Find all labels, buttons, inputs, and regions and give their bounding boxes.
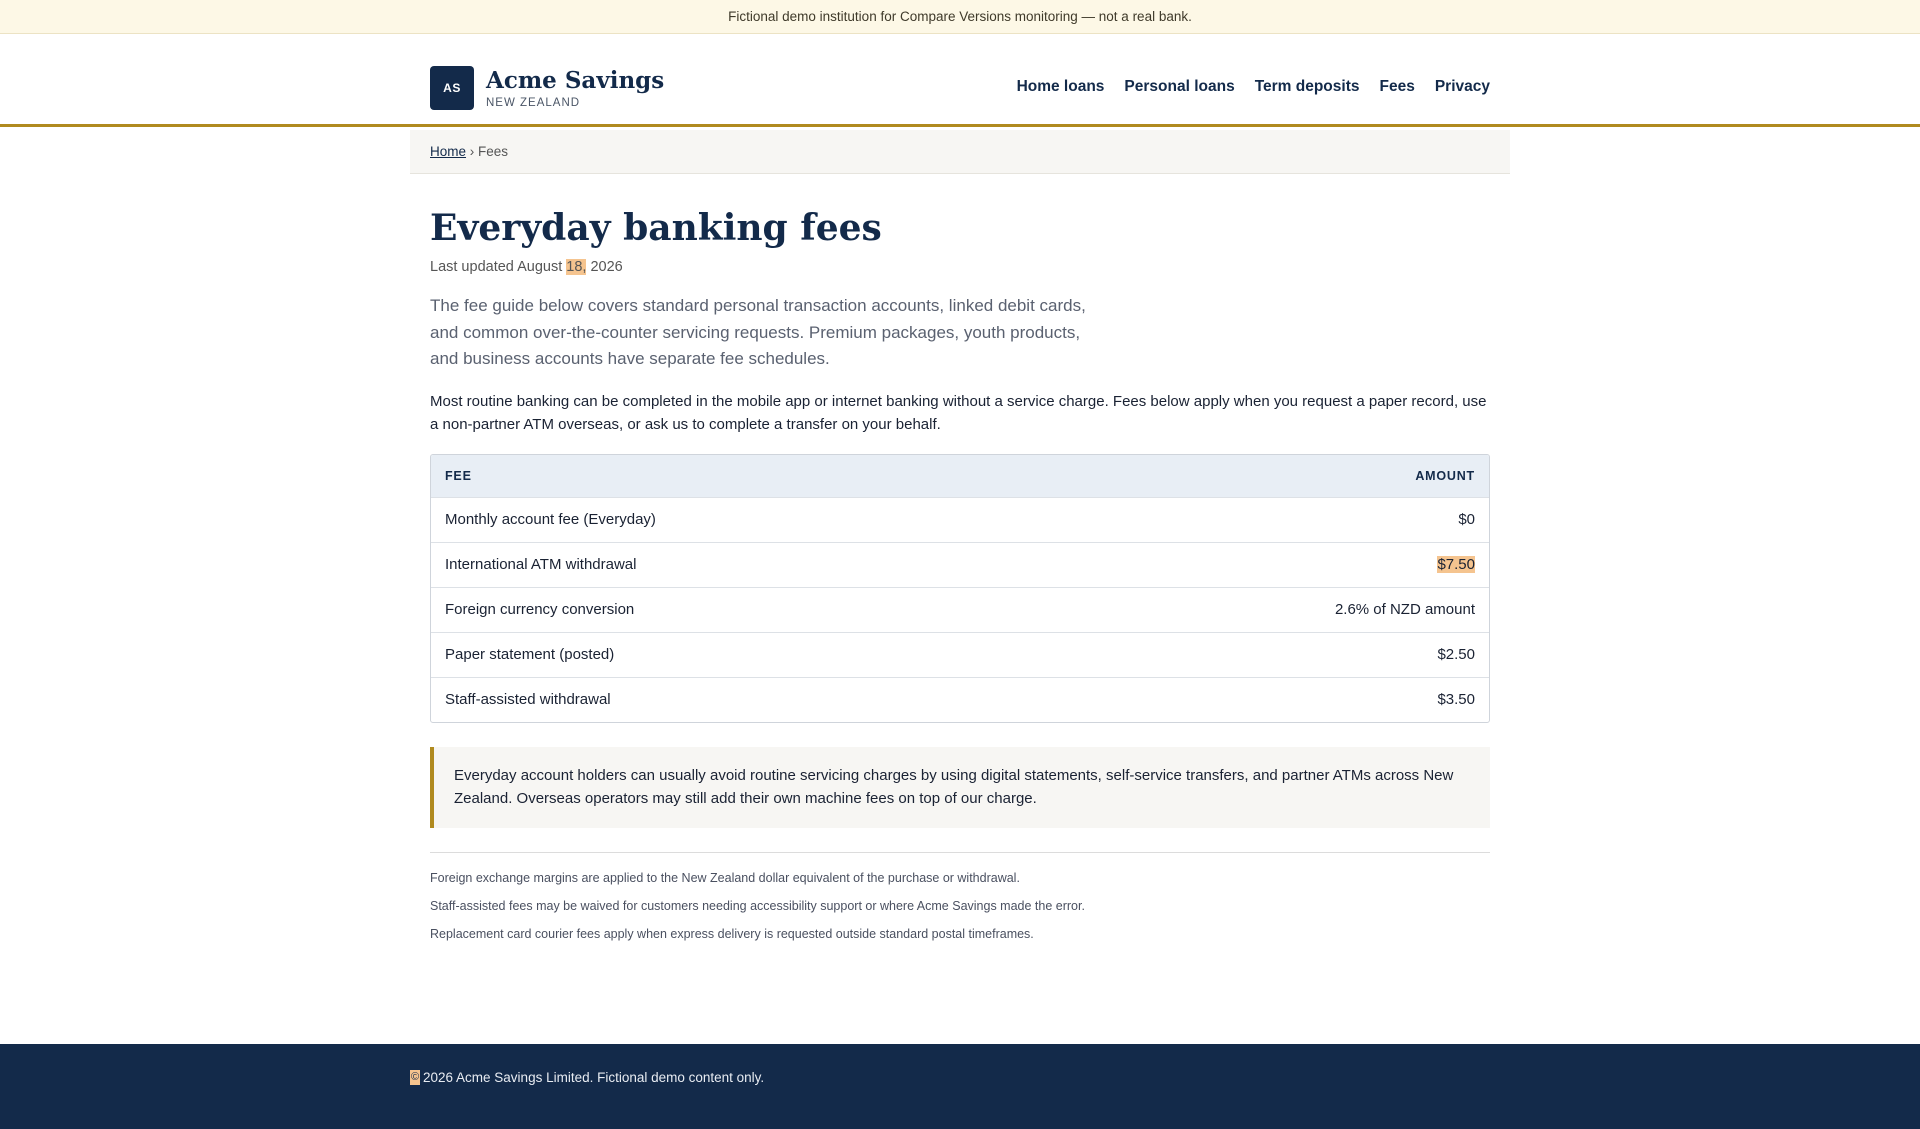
table-row: [431, 497, 1489, 542]
nav-personal-loans[interactable]: Personal loans: [1124, 78, 1235, 95]
body-paragraph: Most routine banking can be completed in the mobile app or internet banking without a service charge. Fees below apply when you request a paper record, use a non-partner ATM overseas, or ask us to complete a transfer on your behalf.: [430, 392, 1487, 433]
table-row: [431, 632, 1489, 677]
nav-home-loans[interactable]: Home loans: [1016, 78, 1105, 95]
nav-fees[interactable]: Fees: [1379, 78, 1415, 95]
main-content: [430, 205, 1490, 955]
fee-amount: 2.6% of NZD amount: [1334, 601, 1475, 618]
column-header-fee: FEE: [445, 468, 472, 483]
table-row: [431, 542, 1489, 587]
table-row: [431, 677, 1489, 722]
fee-name: Monthly account fee (Everyday): [445, 511, 656, 528]
brand-subtitle: NEW ZEALAND: [486, 96, 581, 109]
main-nav: [1017, 78, 1490, 96]
demo-banner-text: Fictional demo institution for Compare Versions monitoring — not a real bank.: [728, 9, 1192, 24]
breadcrumb-current: Fees: [478, 144, 509, 159]
info-callout: Everyday account holders can usually avoid routine servicing charges by using digital statements, self-service transfers, and partner ATMs across New Zealand. Overseas operators may still add their own machine fees on top of our charge.: [430, 747, 1490, 828]
lead-paragraph: The fee guide below covers standard personal transaction accounts, linked debit cards, and common over-the-counter servicing requests. Premium packages, youth products, and business accounts have separate fee schedules.: [430, 296, 1086, 368]
brand-logo-icon: AS: [430, 66, 474, 110]
table-row: [431, 587, 1489, 632]
fee-amount: $2.50: [1437, 646, 1475, 663]
site-header: [0, 34, 1920, 127]
copyright-symbol: ©: [410, 1071, 420, 1083]
fees-table: [430, 454, 1490, 723]
nav-privacy[interactable]: Privacy: [1434, 78, 1490, 95]
footer-copyright-text: 2026 Acme Savings Limited. Fictional demo content only.: [423, 1070, 765, 1085]
page-title: Everyday banking fees: [430, 207, 882, 249]
fee-amount: $3.50: [1437, 691, 1475, 708]
fee-amount-highlighted: $7.50: [1437, 556, 1475, 573]
nav-term-deposits[interactable]: Term deposits: [1254, 78, 1360, 95]
fee-name: International ATM withdrawal: [445, 556, 637, 573]
footnotes: [430, 871, 1490, 942]
column-header-amount: AMOUNT: [1415, 468, 1475, 483]
fee-name: Paper statement (posted): [445, 646, 615, 663]
table-header-row: [431, 455, 1489, 497]
footnote: Replacement card courier fees apply when express delivery is requested outside standard postal timeframes.: [430, 926, 1034, 941]
footer-copyright: [410, 1070, 764, 1085]
footnote: Staff-assisted fees may be waived for customers needing accessibility support or where Acme Savings made the error.: [430, 898, 1085, 913]
fee-name: Staff-assisted withdrawal: [445, 691, 611, 708]
breadcrumb-home-link[interactable]: Home: [430, 144, 467, 159]
updated-day-highlight: 18,: [566, 259, 587, 275]
footnote: Foreign exchange margins are applied to the New Zealand dollar equivalent of the purchase or withdrawal.: [430, 870, 1020, 885]
last-updated: Last updated August 18, 2026: [430, 259, 623, 275]
fee-amount: $0: [1458, 511, 1475, 528]
section-divider: [430, 852, 1490, 853]
breadcrumb-separator: ›: [469, 144, 475, 159]
brand-name: Acme Savings: [486, 66, 665, 94]
brand-logo-link[interactable]: [430, 66, 664, 110]
breadcrumb: [410, 130, 1510, 174]
fee-name: Foreign currency conversion: [445, 601, 635, 618]
demo-banner: [0, 0, 1920, 34]
site-footer: [0, 1044, 1920, 1129]
